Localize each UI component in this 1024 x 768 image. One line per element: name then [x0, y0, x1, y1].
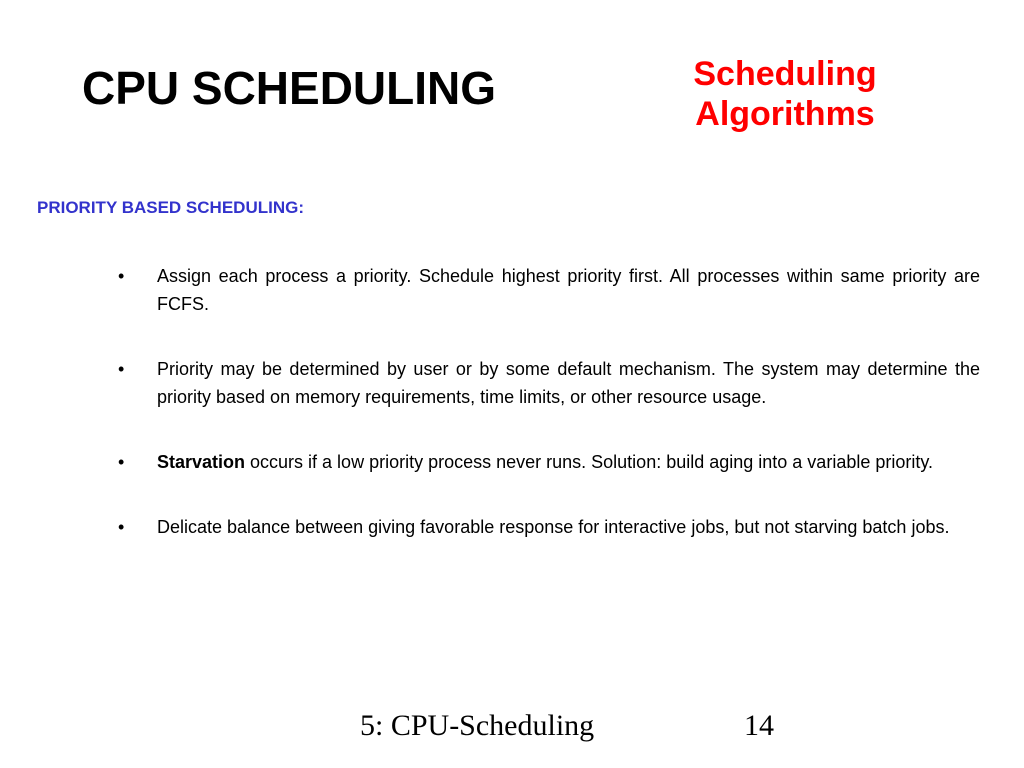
bullet-text [157, 448, 980, 476]
bullet-marker: • [118, 359, 125, 379]
bullet-marker: • [118, 517, 125, 537]
bullet-item [118, 355, 980, 411]
bullet-marker: • [118, 266, 125, 286]
bullet-text: Priority may be determined by user or by some default mechanism. The system may determine the priority based on memory requirements, time limits, or other resource usage. [157, 359, 980, 407]
bullet-text: Delicate balance between giving favorable response for interactive jobs, but not starving batch jobs. [157, 517, 950, 537]
topic-title: Scheduling Algorithms [693, 55, 877, 133]
bullet-marker: • [118, 452, 125, 472]
page-number: 14 [744, 709, 774, 742]
slide-title: CPU SCHEDULING [82, 62, 497, 114]
bullet-list [118, 262, 980, 578]
starvation-description: occurs if a low priority process never runs. Solution: build aging into a variable priority. [245, 452, 934, 472]
bullet-item [118, 513, 980, 541]
footer-title: 5: CPU-Scheduling [360, 709, 595, 742]
section-heading: PRIORITY BASED SCHEDULING: [37, 198, 304, 217]
bullet-item [118, 262, 980, 318]
bullet-item [118, 448, 980, 476]
bullet-text: Assign each process a priority. Schedule highest priority first. All processes within same priority are FCFS. [157, 266, 980, 314]
starvation-term: Starvation [157, 452, 246, 472]
